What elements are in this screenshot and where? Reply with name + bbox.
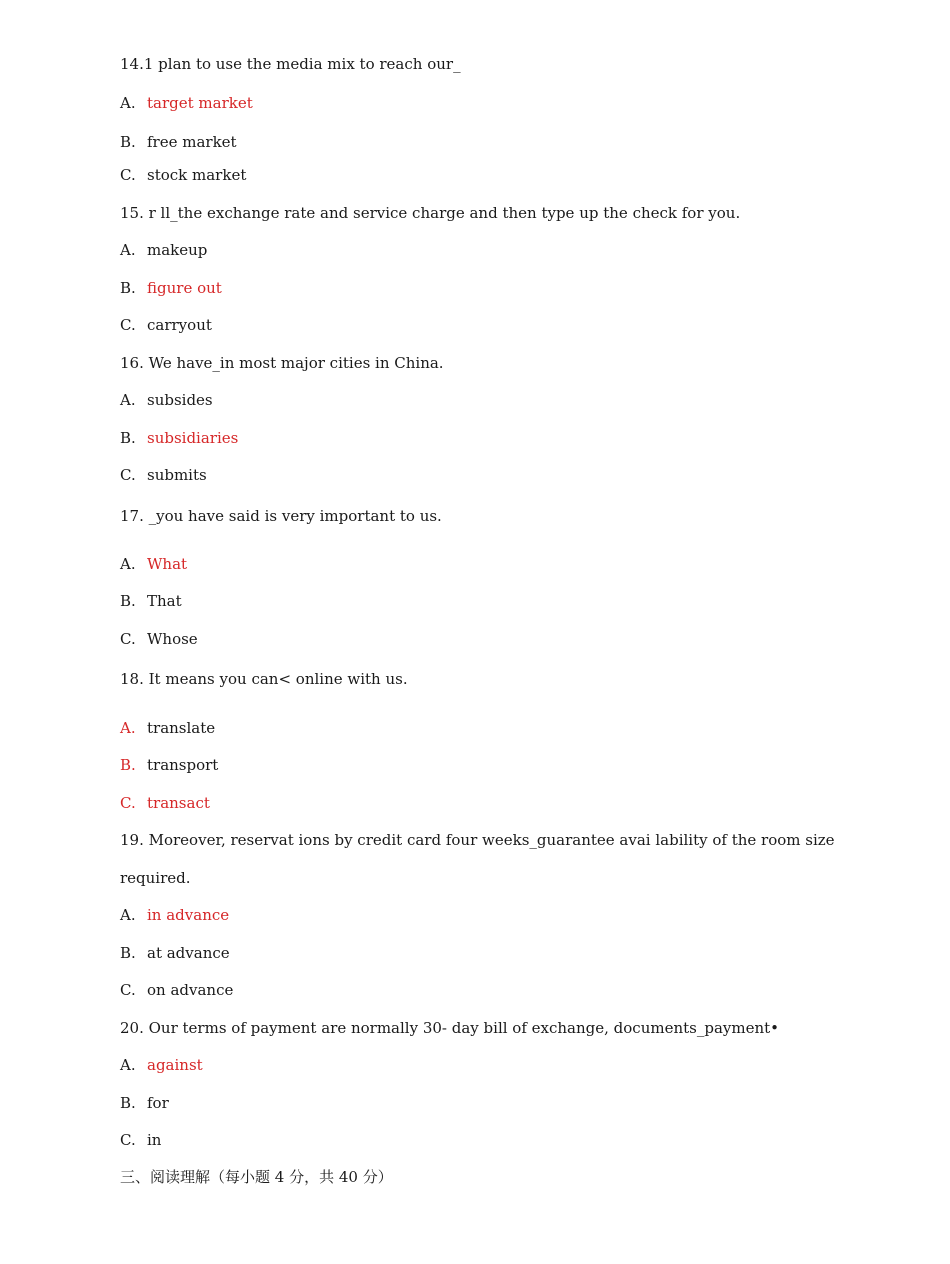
option-text-answer: What — [147, 555, 188, 573]
question-18-text: 18. It means you can< online with us. — [120, 670, 408, 688]
option-text-answer: in advance — [147, 906, 230, 924]
option-letter: C. — [120, 166, 136, 184]
option-letter: C. — [120, 466, 136, 484]
question-14-option-b — [120, 132, 237, 152]
question-19-text: 19. Moreover, reservat ions by credit card four weeks_guarantee avai lability of the room size — [120, 831, 835, 849]
question-20-option-c — [120, 1130, 161, 1150]
option-text: stock market — [147, 166, 247, 184]
option-text: transport — [147, 756, 219, 774]
question-15-text: 15. r ll_the exchange rate and service charge and then type up the check for you. — [120, 204, 741, 222]
option-letter: A. — [120, 94, 136, 112]
option-text: makeup — [147, 241, 208, 259]
question-16-option-c — [120, 465, 207, 485]
question-16-option-a — [120, 390, 213, 410]
option-letter: B. — [120, 1094, 136, 1112]
option-letter: A. — [120, 906, 136, 924]
option-letter: B. — [120, 944, 136, 962]
option-text: in — [147, 1131, 162, 1149]
option-text: carryout — [147, 316, 212, 334]
option-letter: B. — [120, 592, 136, 610]
option-text: translate — [147, 719, 216, 737]
question-16-option-b — [120, 428, 238, 448]
option-text-answer: subsidiaries — [147, 429, 239, 447]
option-letter: A. — [120, 555, 136, 573]
question-18-option-b — [120, 755, 218, 775]
option-letter-answer: A. — [120, 719, 136, 737]
option-text: subsides — [147, 391, 213, 409]
question-20-option-a — [120, 1055, 203, 1075]
option-letter-answer: C. — [120, 794, 136, 812]
option-letter: C. — [120, 316, 136, 334]
section-heading: 三、阅读理解（每小题 4 分，共 40 分） — [120, 1168, 393, 1186]
option-letter: A. — [120, 1056, 136, 1074]
question-17-option-b — [120, 591, 182, 611]
question-20-text: 20. Our terms of payment are normally 30- day bill of exchange, documents_payment• — [120, 1019, 780, 1037]
question-15-option-b — [120, 278, 222, 298]
question-19-text-cont: required. — [120, 869, 191, 887]
option-text-answer: against — [147, 1056, 203, 1074]
question-19-option-b — [120, 943, 230, 963]
option-text: free market — [147, 133, 237, 151]
option-text: on advance — [147, 981, 234, 999]
option-text: for — [147, 1094, 169, 1112]
question-19-option-a — [120, 905, 229, 925]
question-14-option-a — [120, 93, 253, 113]
option-letter: B. — [120, 429, 136, 447]
option-letter: B. — [120, 133, 136, 151]
question-17-option-a — [120, 554, 187, 574]
question-15-option-c — [120, 315, 212, 335]
option-letter: C. — [120, 981, 136, 999]
option-letter: C. — [120, 630, 136, 648]
option-letter: A. — [120, 241, 136, 259]
option-letter-answer: B. — [120, 756, 136, 774]
option-letter: A. — [120, 391, 136, 409]
option-text: submits — [147, 466, 207, 484]
question-17-option-c — [120, 629, 198, 649]
option-letter: C. — [120, 1131, 136, 1149]
option-text: Whose — [147, 630, 198, 648]
option-text: at advance — [147, 944, 230, 962]
question-15-option-a — [120, 240, 207, 260]
question-14-option-c — [120, 165, 246, 185]
question-14-text: 14.1 plan to use the media mix to reach our_ — [120, 55, 461, 73]
question-20-option-b — [120, 1093, 169, 1113]
question-17-text: 17. _you have said is very important to us. — [120, 507, 442, 525]
option-text-answer: target market — [147, 94, 253, 112]
question-18-option-a — [120, 718, 215, 738]
question-18-option-c — [120, 793, 210, 813]
option-letter: B. — [120, 279, 136, 297]
option-text-answer: transact — [147, 794, 210, 812]
question-19-option-c — [120, 980, 233, 1000]
option-text-answer: figure out — [147, 279, 222, 297]
question-16-text: 16. We have_in most major cities in China. — [120, 354, 444, 372]
option-text: That — [147, 592, 182, 610]
